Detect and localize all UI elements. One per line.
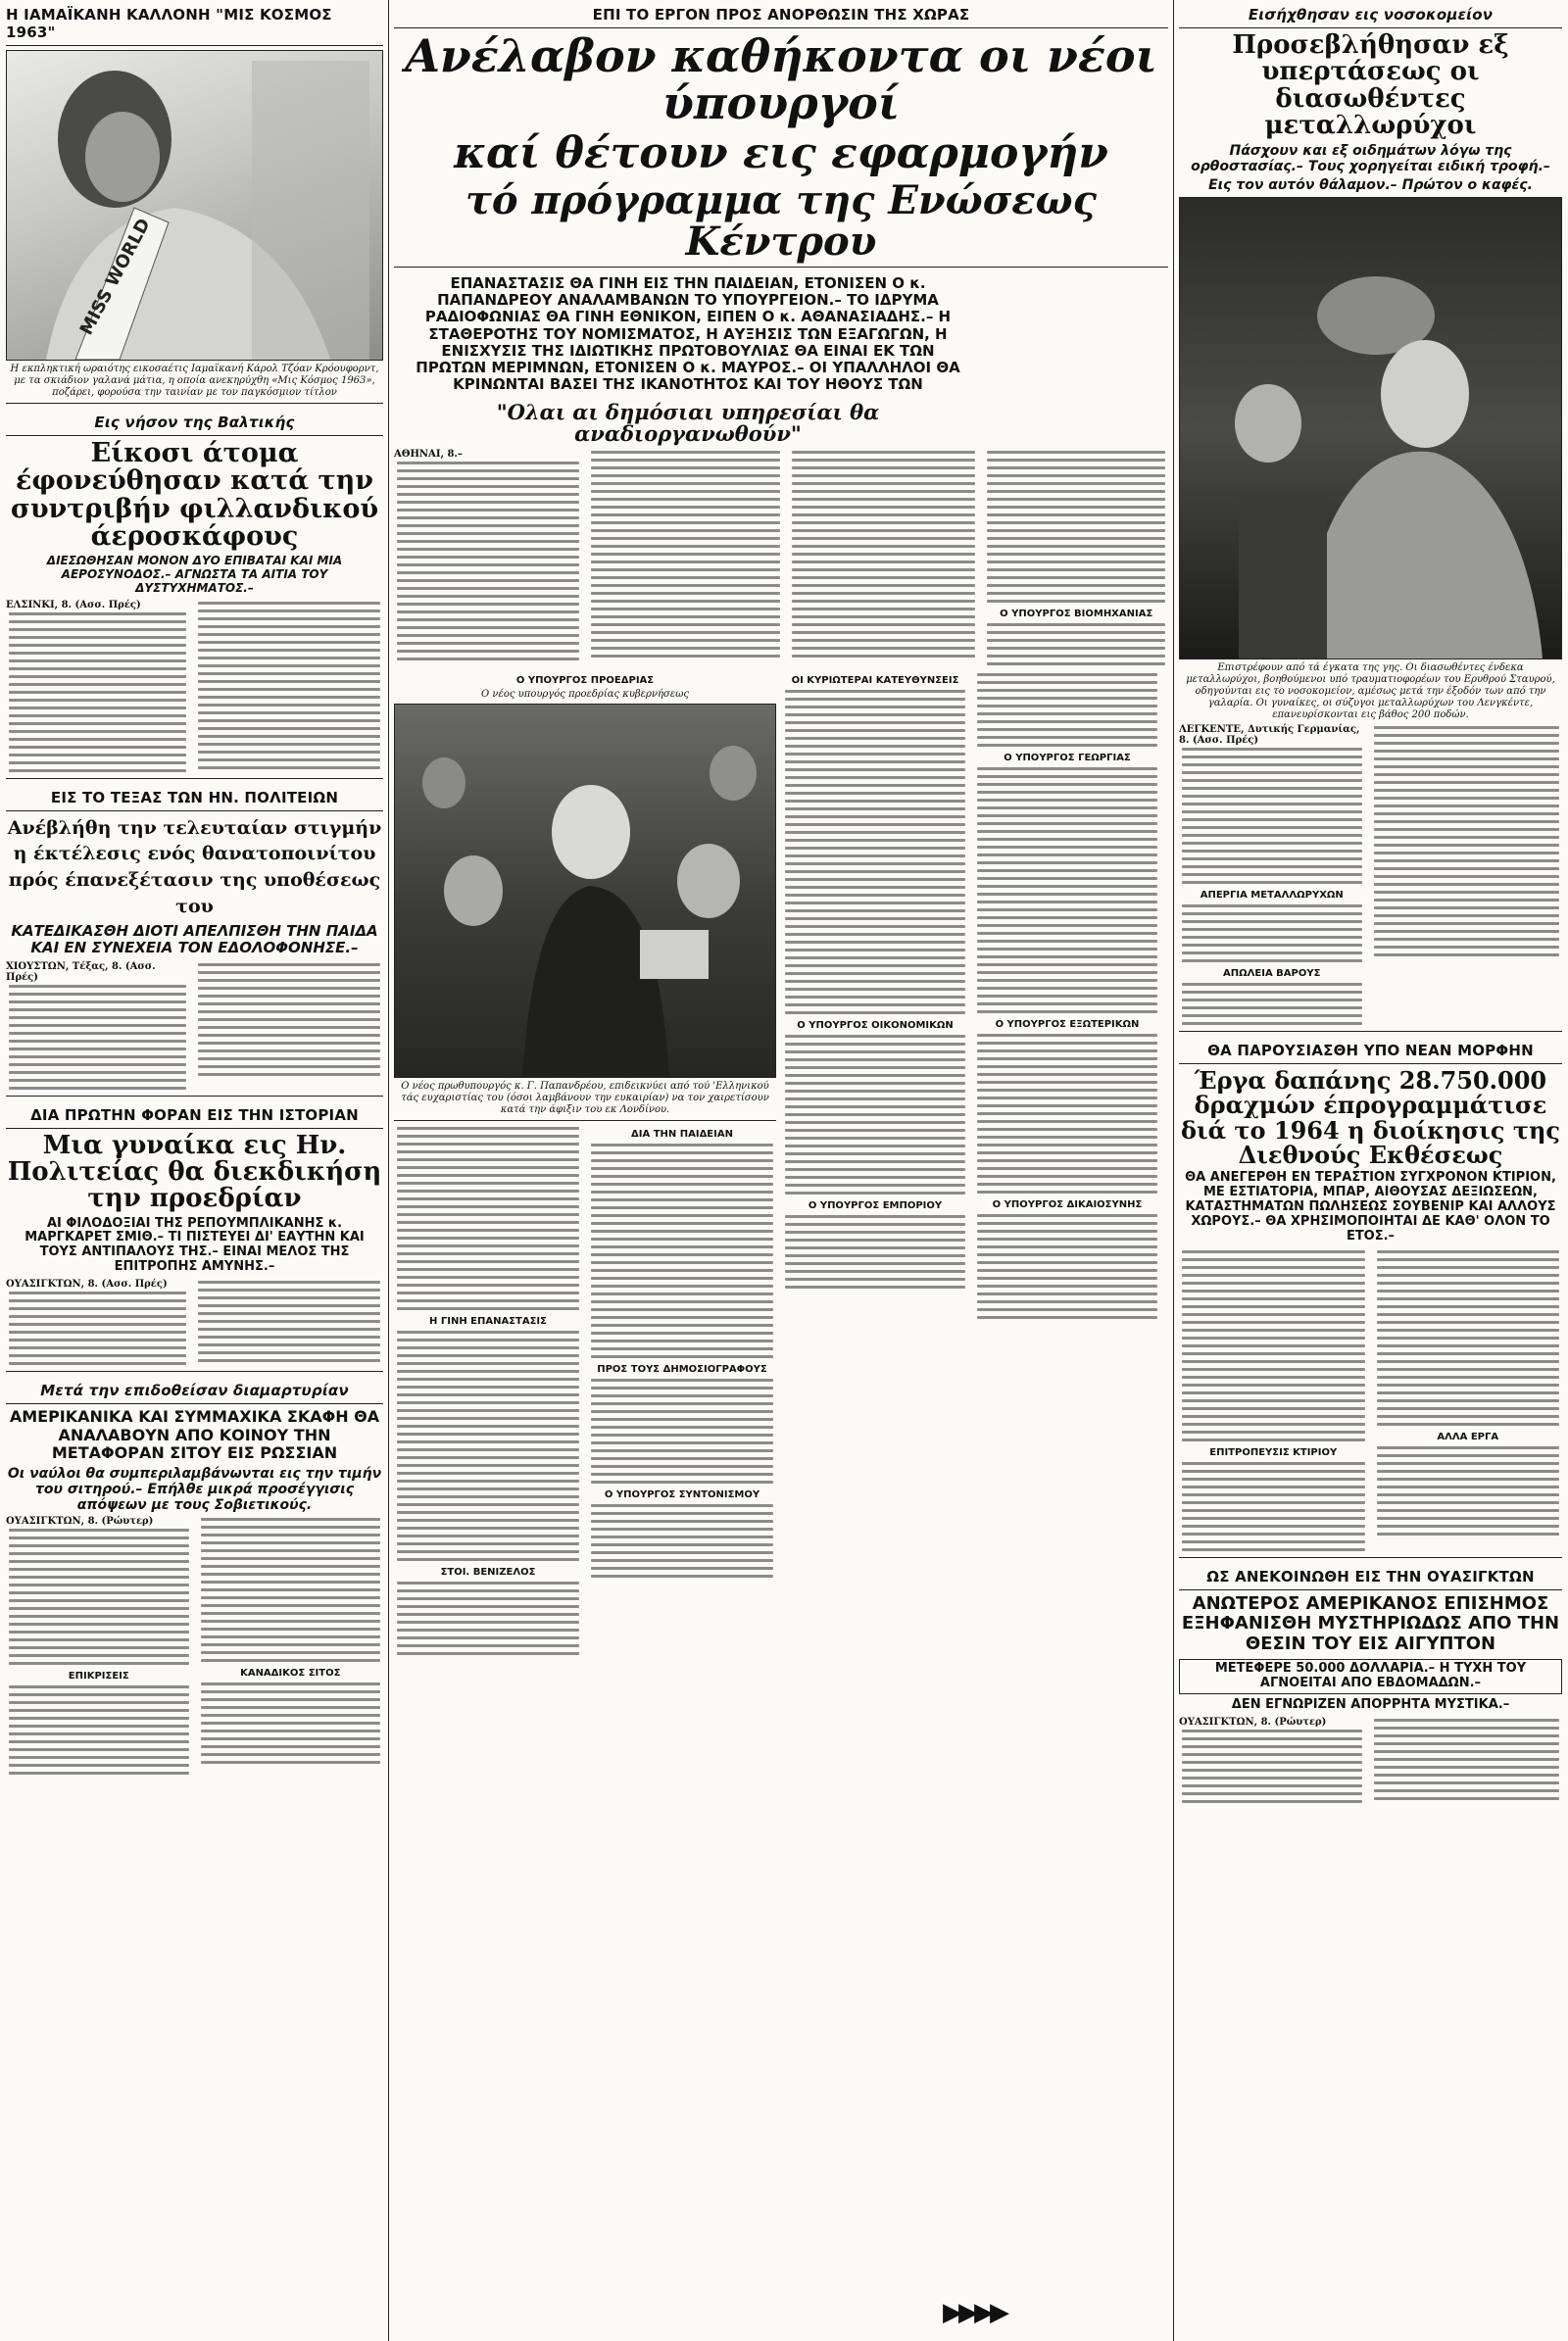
women-subhead: ΑΙ ΦΙΛΟΔΟΞΙΑΙ ΤΗΣ ΡΕΠΟΥΜΠΛΙΚΑΝΗΣ κ. ΜΑΡΓΚΑΡΕΤ ΣΜΙΘ.– ΤΙ ΠΙΣΤΕΥΕΙ ΔΙ' ΕΑΥΤΗΝ ΚΑΙ ΤΟΥΣ ΑΝΤΙΠΑΛΟΥΣ ΤΗΣ.– ΕΙΝΑΙ ΜΕΛΟΣ ΤΗΣ ΕΠΙΤΡΟΠΗΣ ΑΜΥΝΗΣ.– [24, 1215, 365, 1275]
baltic-dateline: ΕΛΣΙΝΚΙ, 8. (Ασσ. Πρές) [6, 599, 141, 610]
label-strike: ΑΠΕΡΓΙΑ ΜΕΤΑΛΛΩΡΥΧΩΝ [1200, 890, 1344, 902]
ministers-dateline: ΑΘΗΝΑΙ, 8.– [394, 448, 463, 460]
miss-world-caption: Η εκπληκτική ωραιότης εικοσαέτις Ιαμαϊκανή Κάρολ Τζόαν Κρόουφορντ, με τα σκιάδιον γαλανά μάτια, η οποία ανεκηρύχθη «Μις Κόσμος 1963», ποζάρει, φορούσα την ταινίαν με τον παγκόσμιον τίτλον [10, 364, 379, 398]
ministers-quote: "Ολαι αι δημόσιαι υπηρεσίαι θα αναδιοργανωθούν" [496, 399, 880, 446]
photo-label: Ο ΥΠΟΥΡΓΟΣ ΠΡΟΕΔΡΙΑΣ [515, 674, 655, 686]
column-divider-1 [388, 0, 389, 2341]
label-venizelos: ΣΤΟΙ. ΒΕΝΙΖΕΛΟΣ [440, 1566, 536, 1578]
egypt-body-1 [1179, 1728, 1365, 1805]
label-foreign: Ο ΥΠΟΥΡΓΟΣ ΕΞΩΤΕΡΙΚΩΝ [995, 1018, 1140, 1030]
label-coordination: Ο ΥΠΟΥΡΓΟΣ ΣΥΝΤΟΝΙΣΜΟΥ [604, 1488, 760, 1500]
label-revolution: Η ΓΙΝΗ ΕΠΑΝΑΣΤΑΣΙΣ [429, 1315, 547, 1327]
texas-kicker: ΕΙΣ ΤΟ ΤΕΞΑΣ ΤΩΝ ΗΝ. ΠΟΛΙΤΕΙΩΝ [6, 783, 383, 811]
expo-body-1 [1179, 1248, 1368, 1443]
baltic-body-2 [195, 600, 384, 774]
justice-body [974, 1212, 1160, 1321]
miners-dateline: ΛΕΓΚΕΝΤΕ, Δυτικής Γερμανίας, 8. (Ασσ. Πρές) [1179, 724, 1360, 747]
miss-world-figure [7, 51, 383, 360]
egypt-dateline: ΟΥΑΣΙΓΚΤΩΝ, 8. (Ρώυτερ) [1179, 1716, 1327, 1728]
agriculture-body [974, 765, 1160, 1015]
baltic-headline: Είκοσι άτομα έφονεύθησαν κατά την συντριβήν φιλλανδικού άεροσκάφους [10, 438, 379, 553]
directions-body [782, 688, 968, 1016]
expo-body-4 [1374, 1444, 1563, 1537]
texas-subhead: ΚΑΤΕΔΙΚΑΣΘΗ ΔΙΟΤΙ ΑΠΕΛΠΙΣΘΗ ΤΗΝ ΠΑΙΔΑ ΚΑΙ ΕΝ ΣΥΝΕΧΕΙΑ ΤΟΝ ΕΔΟΛΟΦΟΝΗΣΕ.– [11, 922, 378, 957]
grain-label-criticism: ΕΠΙΚΡΙΣΕΙΣ [68, 1671, 129, 1683]
miners-headline: Προσεβλήθησαν εξ υπερτάσεως οι διασωθέντες μεταλλωρύχοι [1232, 30, 1509, 140]
miners-kicker: Εισήχθησαν εις νοσοκομείον [1179, 0, 1562, 28]
venizelos-body [394, 1580, 582, 1657]
women-dateline: ΟΥΑΣΙΓΚΤΩΝ, 8. (Ασσ. Πρές) [6, 1279, 168, 1291]
grain-body-2 [198, 1516, 384, 1664]
texas-headline: Ανέβλήθη την τελευταίαν στιγμήν η έκτέλεσις ενός θανατοποινίτου πρός έπανεξέτασιν της υποθέσεως του [7, 816, 382, 917]
label-education: ΔΙΑ ΤΗΝ ΠΑΙΔΕΙΑΝ [631, 1128, 733, 1140]
miners-body-2 [1179, 902, 1365, 964]
ministers-body-d1 [984, 449, 1168, 605]
papandreou-photo [394, 704, 776, 1078]
label-agriculture: Ο ΥΠΟΥΡΓΟΣ ΓΕΩΡΓΙΑΣ [1004, 752, 1131, 763]
label-other-works: ΑΛΛΑ ΕΡΓΑ [1437, 1431, 1499, 1442]
expo-subhead: ΘΑ ΑΝΕΓΕΡΘΗ ΕΝ ΤΕΡΑΣΤΙΟΝ ΣΥΓΧΡΟΝΟΝ ΚΤΙΡΙΟΝ, ΜΕ ΕΣΤΙΑΤΟΡΙΑ, ΜΠΑΡ, ΑΙΘΟΥΣΑΣ ΔΕΞΙΩΣΕΩΝ, ΚΑΤΑΣΤΗΜΑΤΩΝ ΠΩΛΗΣΕΩΣ ΣΟΥΒΕΝΙΡ ΚΑΙ ΑΛΛΟΥΣ ΧΩΡΟΥΣ.– ΘΑ ΧΡΗΣΙΜΟΠΟΙΗΤΑΙ ΔΕ ΚΑΘ' ΟΛΟΝ ΤΟ ΕΤΟΣ.– [1185, 1169, 1556, 1244]
expo-kicker: ΘΑ ΠΑΡΟΥΣΙΑΣΘΗ ΥΠΟ ΝΕΑΝ ΜΟΡΦΗΝ [1179, 1036, 1562, 1064]
label-commerce: Ο ΥΠΟΥΡΓΟΣ ΕΜΠΟΡΙΟΥ [808, 1199, 943, 1211]
grain-kicker: Μετά την επιδοθείσαν διαμαρτυρίαν [6, 1376, 383, 1404]
label-directions: ΟΙ ΚΥΡΙΩΤΕΡΑΙ ΚΑΤΕΥΘΥΝΣΕΙΣ [791, 674, 959, 686]
ministers-body-c1 [789, 449, 979, 667]
ministers-headline-1: Ανέλαβον καθήκοντα οι νέοι ύπουργοί [405, 29, 1157, 130]
commerce-body [782, 1213, 968, 1291]
miners-subhead: Πάσχουν και εξ οιδημάτων λόγω της ορθοστασίας.– Τους χορηγείται ειδική τροφή.– [1191, 143, 1550, 175]
right-column [1179, 0, 1562, 1805]
grain-body-3 [6, 1683, 192, 1777]
rescue-scene [1180, 198, 1562, 658]
ministers-body-a1 [394, 460, 582, 662]
expo-body-3 [1374, 1248, 1563, 1428]
ministers-headline-2: καί θέτουν εις εφαρμογήν [454, 127, 1108, 178]
label-weight-loss: ΑΠΩΛΕΙΑ ΒΑΡΟΥΣ [1223, 968, 1321, 980]
miners-photo [1179, 197, 1562, 659]
egypt-subhead-1: ΜΕΤΕΦΕΡΕ 50.000 ΔΟΛΛΑΡΙΑ.– Η ΤΥΧΗ ΤΟΥ ΑΓΝΟΕΙΤΑΙ ΑΠΟ ΕΒΔΟΜΑΔΩΝ.– [1179, 1659, 1562, 1694]
column-divider-2 [1173, 0, 1174, 2341]
women-headline: Μια γυναίκα εις Ην. Πολιτείας θα διεκδικήση την προεδρίαν [7, 1130, 382, 1214]
miners-body-3 [1179, 981, 1365, 1027]
crowd-figures [395, 705, 776, 1077]
egypt-body-2 [1371, 1717, 1563, 1805]
miners-body-4 [1371, 724, 1563, 1027]
ministers-body-b1 [588, 449, 782, 667]
education-body-b [394, 1329, 582, 1563]
grain-label-canadian-wheat: ΚΑΝΑΔΙΚΟΣ ΣΙΤΟΣ [240, 1668, 341, 1680]
grain-headline: ΑΜΕΡΙΚΑΝΙΚΑ ΚΑΙ ΣΥΜΜΑΧΙΚΑ ΣΚΑΦΗ ΘΑ ΑΝΑΛΑΒΟΥΝ ΑΠΟ ΚΟΙΝΟΥ ΤΗΝ ΜΕΤΑΦΟΡΑΝ ΣΙΤΟΥ ΕΙΣ ΡΩΣΣΙΑΝ [9, 1407, 380, 1463]
journalists-body [588, 1377, 776, 1486]
education-body-a [394, 1125, 582, 1312]
expo-headline: Έργα δαπάνης 28.750.000 δραχμών έπρογραμμάτισε διά το 1964 η διοίκησις της Διεθνούς Εκθέσεως [1180, 1066, 1561, 1169]
women-body-1 [6, 1290, 189, 1367]
miners-body-1 [1179, 746, 1365, 886]
grain-body-1 [6, 1527, 192, 1667]
ministers-body-d2 [984, 621, 1168, 667]
grain-body-4 [198, 1681, 384, 1766]
papandreou-caption: Ο νέος πρωθυπουργός κ. Γ. Παπανδρέου, επιδεικνύει από τού 'Ελληνικού τάς ευχαριστίας του (όσοι λαμβάνουν την ευκαιρίαν) να τον χαιρετίσουν κατά την άφιξιν του εκ Λονδίνου. [401, 1080, 769, 1115]
label-journalists: ΠΡΟΣ ΤΟΥΣ ΔΗΜΟΣΙΟΓΡΑΦΟΥΣ [597, 1363, 767, 1375]
grain-subhead: Οι ναύλοι θα συμπεριλαμβάνωνται εις την τιμήν του σιτηρού.– Επήλθε μικρά προσέγγισις απόψεων με τους Σοβιετικούς. [7, 1466, 382, 1514]
miners-subhead-2: Εις τον αυτόν θάλαμον.– Πρώτον ο καφές. [1208, 177, 1533, 194]
egypt-subhead-2: ΔΕΝ ΕΓΝΩΡΙΖΕΝ ΑΠΟΡΡΗΤΑ ΜΥΣΤΙΚΑ.– [1231, 1696, 1510, 1712]
grain-dateline: ΟΥΑΣΙΓΚΤΩΝ, 8. (Ρώυτερ) [6, 1516, 154, 1528]
texas-body-1 [6, 983, 189, 1092]
foreign-body [974, 1032, 1160, 1195]
beauty-kicker: Η ΙΑΜΑΪΚΑΝΗ ΚΑΛΛΟΝΗ "ΜΙΣ ΚΟΣΜΟΣ 1963" [6, 0, 383, 46]
finance-body [782, 1033, 968, 1196]
baltic-kicker: Εις νήσον της Βαλτικής [6, 408, 383, 436]
label-finance: Ο ΥΠΟΥΡΓΟΣ ΟΙΚΟΝΟΜΙΚΩΝ [797, 1019, 954, 1031]
ministers-kicker: ΕΠΙ ΤΟ ΕΡΓΟΝ ΠΡΟΣ ΑΝΟΡΘΩΣΙΝ ΤΗΣ ΧΩΡΑΣ [394, 0, 1168, 28]
miners-caption: Επιστρέφουν από τά έγκατα της γης. Οι διασωθέντες ένδεκα μεταλλωρύχοι, βοηθούμενοι υπό τραυματιοφορέων του Ερυθρού Σταυρού, οδηγούνται εις το νοσοκομείον, αμέσως μετά την έξοδόν των από την γαλαρία. Οι γυναίκες, οι σύζυγοι μεταλλωρύχων του Λενγκέντε, επανευρίσκονται εις βάθος 200 ποδών. [1186, 662, 1555, 721]
label-building-supervision: ΕΠΙΤΡΟΠΕΥΣΙΣ ΚΤΙΡΙΟΥ [1209, 1446, 1338, 1458]
texas-body-2 [195, 961, 384, 1092]
coordination-body [588, 1502, 776, 1580]
baltic-subhead: ΔΙΕΣΩΘΗΣΑΝ ΜΟΝΟΝ ΔΥΟ ΕΠΙΒΑΤΑΙ ΚΑΙ ΜΙΑ ΑΕΡΟΣΥΝΟΔΟΣ.– ΑΓΝΩΣΤΑ ΤΑ ΑΙΤΙΑ ΤΟΥ ΔΥΣΤΥΧΗΜΑΤΟΣ.– [46, 554, 343, 595]
egypt-kicker: ΩΣ ΑΝΕΚΟΙΝΩΘΗ ΕΙΣ ΤΗΝ ΟΥΑΣΙΓΚΤΩΝ [1179, 1562, 1562, 1590]
expo-body-2 [1179, 1460, 1368, 1553]
ministers-summary: ΕΠΑΝΑΣΤΑΣΙΣ ΘΑ ΓΙΝΗ ΕΙΣ ΤΗΝ ΠΑΙΔΕΙΑΝ, ΕΤΟΝΙΣΕΝ Ο κ. ΠΑΠΑΝΔΡΕΟΥ ΑΝΑΛΑΜΒΑΝΩΝ ΤΟ ΥΠΟΥΡΓΕΙΟΝ.– ΤΟ ΙΔΡΥΜΑ ΡΑΔΙΟΦΩΝΙΑΣ ΘΑ ΓΙΝΗ ΕΘΝΙΚΟΝ, ΕΙΠΕΝ Ο κ. ΑΘΑΝΑΣΙΑΔΗΣ.– Η ΣΤΑΘΕΡΟΤΗΣ ΤΟΥ ΝΟΜΙΣΜΑΤΟΣ, Η ΑΥΞΗΣΙΣ ΤΩΝ ΕΞΑΓΩΓΩΝ, Η ΕΝΙΣΧΥΣΙΣ ΤΗΣ ΙΔΙΩΤΙΚΗΣ ΠΡΩΤΟΒΟΥΛΙΑΣ ΘΑ ΕΙΝΑΙ ΕΚ ΤΩΝ ΠΡΩΤΩΝ ΜΕΡΙΜΝΩΝ, ΕΤΟΝΙΣΕΝ Ο κ. ΜΑΥΡΟΣ.– ΟΙ ΥΠΑΛΛΗΛΟΙ ΘΑ ΚΡΙΝΩΝΤΑΙ ΒΑΣΕΙ ΤΗΣ ΙΚΑΝΟΤΗΤΟΣ ΚΑΙ ΤΟΥ ΗΘΟΥΣ ΤΩΝ [416, 273, 960, 394]
label-industry: Ο ΥΠΟΥΡΓΟΣ ΒΙΟΜΗΧΑΝΙΑΣ [1000, 608, 1153, 619]
miss-world-photo [6, 50, 383, 361]
photo-caption-top: Ο νέος υπουργός προεδρίας κυβερνήσεως [481, 688, 689, 700]
education-body-c [588, 1142, 776, 1360]
center-column [394, 0, 1168, 2327]
left-column [6, 0, 383, 1777]
egypt-headline: ΑΝΩΤΕΡΟΣ ΑΜΕΡΙΚΑΝΟΣ ΕΠΙΣΗΜΟΣ ΕΞΗΦΑΝΙΣΘΗ ΜΥΣΤΗΡΙΩΔΩΣ ΑΠΟ ΤΗΝ ΘΕΣΙΝ ΤΟΥ ΕΙΣ ΑΙΓΥΠΤΟΝ [1181, 1592, 1560, 1654]
miss-world-sash: MISS WORLD [75, 215, 155, 339]
industry-body [974, 671, 1160, 749]
label-justice: Ο ΥΠΟΥΡΓΟΣ ΔΙΚΑΙΟΣΥΝΗΣ [992, 1198, 1143, 1210]
ministers-headline-3: τό πρόγραμμα της Ενώσεως Κέντρου [466, 176, 1097, 265]
baltic-body-1 [6, 610, 189, 774]
texas-dateline: ΧΙΟΥΣΤΩΝ, Τέξας, 8. (Ασσ. Πρές) [6, 960, 156, 983]
women-kicker: ΔΙΑ ΠΡΩΤΗΝ ΦΟΡΑΝ ΕΙΣ ΤΗΝ ΙΣΤΟΡΙΑΝ [6, 1100, 383, 1129]
continue-arrows: ▶▶▶▶ [943, 2298, 1005, 2327]
women-body-2 [195, 1279, 384, 1367]
